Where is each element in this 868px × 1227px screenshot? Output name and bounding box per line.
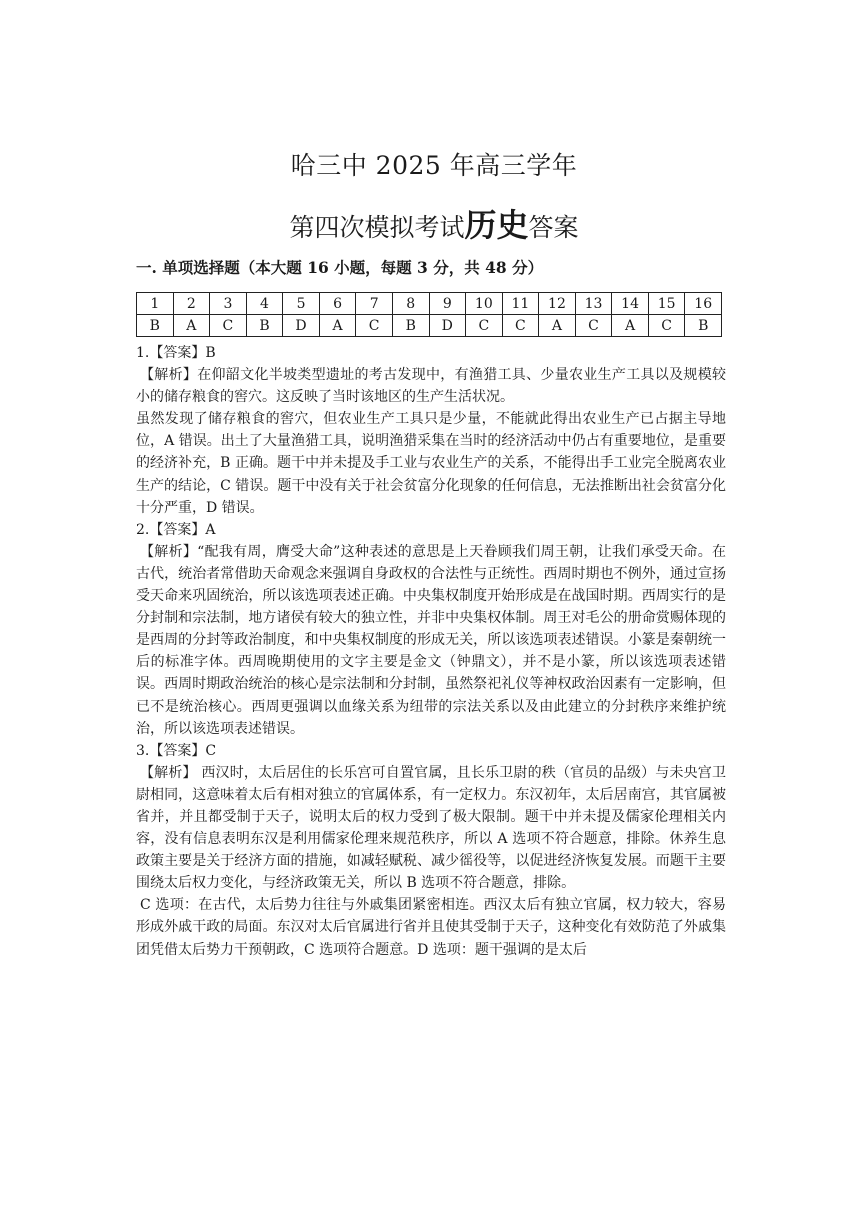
- answer-1-analysis: 【解析】在仰韶文化半坡类型遗址的考古发现中，有渔猎工具、少量农业生产工具以及规模较小的储存粮食的窖穴。这反映了当时该地区的生产生活状况。: [136, 367, 726, 406]
- question-number-cell: 2: [173, 293, 210, 315]
- question-number-cell: 16: [685, 293, 722, 315]
- section-heading: 一. 单项选择题（本大题 16 小题，每题 3 分，共 48 分）: [136, 258, 544, 277]
- answer-cell: B: [137, 315, 174, 337]
- answer-cell: B: [685, 315, 722, 337]
- answer-cell: A: [539, 315, 576, 337]
- question-number-cell: 9: [429, 293, 466, 315]
- answer-3-option-c: C 选项：在古代，太后势力往往与外戚集团紧密相连。西汉太后有独立官属，权力较大，容易形成外戚干政的局面。东汉对太后官属进行省并且使其受制于天子，这种变化有效防范了外戚集团凭借太后势力干预朝政，C 选项符合题意。D 选项：题干强调的是太后: [136, 897, 726, 958]
- answer-1-detail: 虽然发现了储存粮食的窖穴，但农业生产工具只是少量，不能就此得出农业生产已占据主导地位，A 错误。出土了大量渔猎工具，说明渔猎采集在当时的经济活动中仍占有重要地位，是重要的经济补充，B 正确。题干中并未提及手工业与农业生产的关系，不能得出手工业完全脱离农业生产的结论，C 错误。题干中没有关于社会贫富分化现象的任何信息，无法推断出社会贫富分化十分严重，D 错误。: [136, 411, 726, 516]
- answer-3-label: 3.【答案】C: [136, 742, 217, 759]
- answer-cell: C: [648, 315, 685, 337]
- document-title-line1: 哈三中 2025 年高三学年: [290, 151, 578, 180]
- answer-table-number-row: [137, 293, 722, 315]
- answer-cell: C: [210, 315, 247, 337]
- answer-2-label: 2.【答案】A: [136, 521, 216, 538]
- answer-cell: B: [246, 315, 283, 337]
- document-title-line2: [0, 200, 868, 246]
- question-number-cell: 6: [319, 293, 356, 315]
- answer-1-label: 1.【答案】B: [136, 345, 216, 361]
- answer-cell: D: [429, 315, 466, 337]
- question-number-cell: 3: [210, 293, 247, 315]
- question-number-cell: 8: [392, 293, 429, 315]
- answer-3-analysis: 【解析】 西汉时，太后居住的长乐宫可自置官属，且长乐卫尉的秩（官员的品级）与未央宫卫尉相同，这意味着太后有相对独立的官属体系，有一定权力。东汉初年，太后居南宫，其官属被省并，并且都受制于天子，说明太后的权力受到了极大限制。题干中并未提及儒家伦理相关内容，没有信息表明东汉是利用儒家伦理来规范秩序，所以 A 选项不符合题意，排除。休养生息政策主要是关于经济方面的措施，如减轻赋税、减少徭役等，以促进经济恢复发展。而题干主要围绕太后权力变化，与经济政策无关，所以 B 选项不符合题意，排除。: [136, 764, 726, 892]
- title-prefix: 第四次模拟考试: [289, 213, 465, 242]
- answer-explanations: [136, 342, 726, 961]
- question-number-cell: 12: [539, 293, 576, 315]
- question-number-cell: 4: [246, 293, 283, 315]
- answer-cell: D: [283, 315, 320, 337]
- question-number-cell: 10: [466, 293, 503, 315]
- question-number-cell: 15: [648, 293, 685, 315]
- question-number-cell: 1: [137, 293, 174, 315]
- answer-cell: A: [173, 315, 210, 337]
- question-number-cell: 7: [356, 293, 393, 315]
- question-number-cell: 5: [283, 293, 320, 315]
- answer-table-answer-row: [137, 315, 722, 337]
- answer-cell: C: [575, 315, 612, 337]
- question-number-cell: 14: [612, 293, 649, 315]
- answer-cell: C: [466, 315, 503, 337]
- answer-cell: A: [319, 315, 356, 337]
- answer-2-analysis: 【解析】“配我有周，膺受大命”这种表述的意思是上天眷顾我们周王朝，让我们承受天命。在古代，统治者常借助天命观念来强调自身政权的合法性与正统性。西周时期也不例外，通过宣扬受天命来巩固统治，所以该选项表述正确。中央集权制度开始形成是在战国时期。西周实行的是分封制和宗法制，地方诸侯有较大的独立性，并非中央集权体制。周王对毛公的册命赏赐体现的是西周的分封等政治制度，和中央集权制度的形成无关，所以该选项表述错误。小篆是秦朝统一后的标准字体。西周晚期使用的文字主要是金文（钟鼎文），并不是小篆，所以该选项表述错误。西周时期政治统治的核心是宗法制和分封制，虽然祭祀礼仪等神权政治因素有一定影响，但已不是统治核心。西周更强调以血缘关系为纽带的宗法关系以及由此建立的分封秩序来维护统治，所以该选项表述错误。: [136, 543, 726, 737]
- title-suffix: 答案: [528, 213, 579, 242]
- answer-table: [136, 292, 722, 337]
- answer-cell: A: [612, 315, 649, 337]
- answer-cell: C: [356, 315, 393, 337]
- answer-cell: C: [502, 315, 539, 337]
- question-number-cell: 11: [502, 293, 539, 315]
- question-number-cell: 13: [575, 293, 612, 315]
- answer-cell: B: [392, 315, 429, 337]
- title-subject: 历史: [464, 206, 529, 244]
